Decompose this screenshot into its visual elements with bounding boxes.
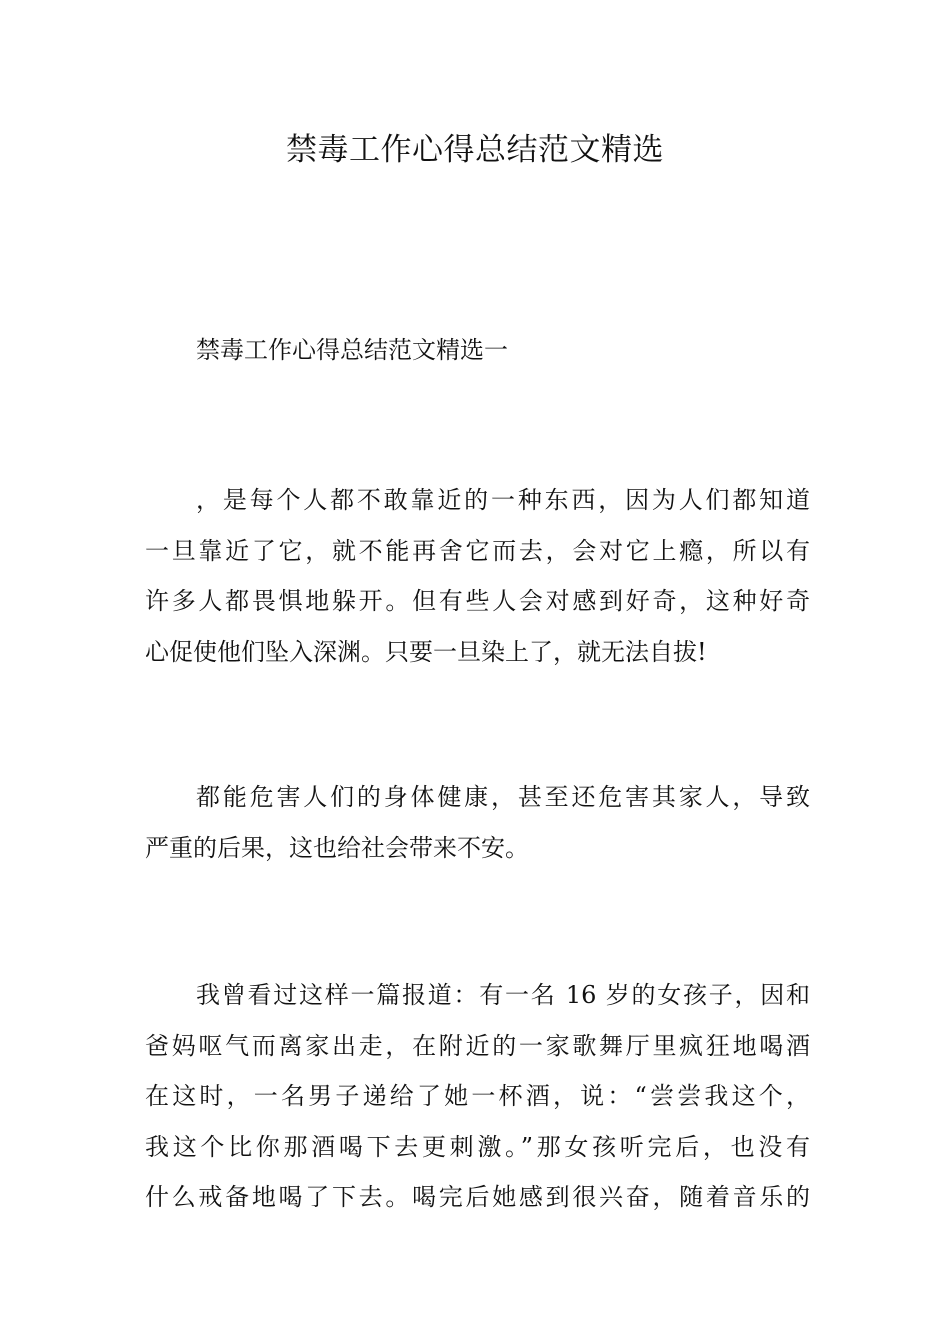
paragraph-line: 爸妈呕气而离家出走，在附近的一家歌舞厅里疯狂地喝酒: [145, 1031, 810, 1060]
paragraph-line: 许多人都畏惧地躲开。但有些人会对感到好奇，这种好奇: [145, 587, 810, 615]
paragraph-line: 都能危害人们的身体健康，甚至还危害其家人，导致: [196, 783, 810, 811]
paragraph-line: ，是每个人都不敢靠近的一种东西，因为人们都知道: [196, 486, 810, 514]
paragraph-3: [145, 970, 810, 1223]
paragraph-line: 我这个比你那酒喝下去更刺激。”那女孩听完后，也没有: [145, 1132, 810, 1161]
paragraph-line: 严重的后果，这也给社会带来不安。: [145, 833, 529, 862]
paragraph-line: 在这时，一名男子递给了她一杯酒，说：“尝尝我这个，: [145, 1082, 810, 1110]
page-title: 禁毒工作心得总结范文精选: [286, 132, 664, 168]
paragraph-line: 一旦靠近了它，就不能再舍它而去，会对它上瘾，所以有: [145, 536, 810, 565]
paragraph-line: 我曾看过这样一篇报道：有一名 16 岁的女孩子，因和: [196, 981, 810, 1009]
paragraph-line: 心促使他们坠入深渊。只要一旦染上了，就无法自拔!: [145, 637, 707, 666]
paragraph-2: [145, 772, 810, 873]
section-heading: 禁毒工作心得总结范文精选一: [196, 336, 508, 364]
paragraph-line: 什么戒备地喝了下去。喝完后她感到很兴奋，随着音乐的: [145, 1183, 810, 1211]
paragraph-1: [145, 475, 810, 677]
